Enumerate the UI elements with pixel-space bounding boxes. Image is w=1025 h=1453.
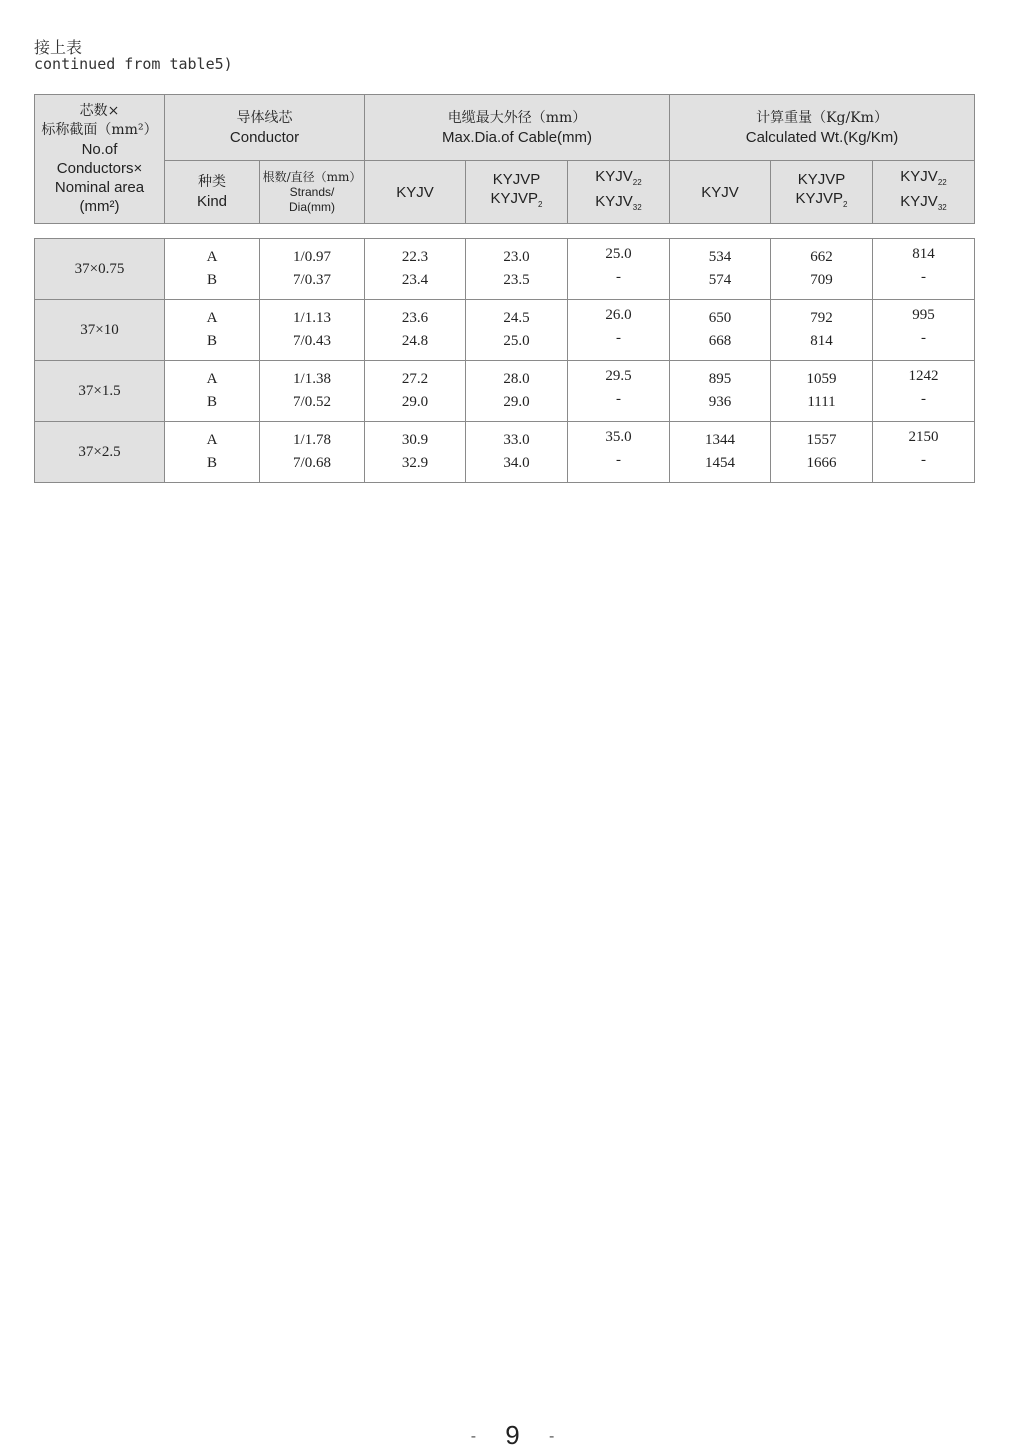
wt-kyjv22-cell: 995 - [873,300,975,361]
table-header [34,94,975,224]
page-dash-right: - [548,1428,555,1446]
wt-kyjvp-cell: 1557 1666 [771,422,873,483]
wt-kyjv-cell: 650 668 [670,300,771,361]
wt-kyjv22-cell: 814 - [873,239,975,300]
wt-kyjv-cell: 895 936 [670,361,771,422]
header-dia-kyjv: KYJV [365,161,466,224]
header-dia-kyjvp: KYJVP $KYJVP_2$ [466,161,568,224]
wt-kyjv22-cell: 1242 - [873,361,975,422]
dia-kyjvp-cell: 33.0 34.0 [466,422,568,483]
kind-cell: A B [165,300,260,361]
header-wt-kyjv: KYJV [670,161,771,224]
wt-kyjvp-cell: 792 814 [771,300,873,361]
dia-kyjv-cell: 27.2 29.0 [365,361,466,422]
page-number [0,1420,1025,1451]
strands-cell: 1/0.97 7/0.37 [260,239,365,300]
table-row [35,300,975,361]
header-kind: 种类 Kind [165,161,260,224]
header-max-dia: 电缆最大外径（mm） Max.Dia.of Cable(mm) [365,95,670,161]
header-dia-kyjv22: $KYJV_{22}$ $KYJV_{32}$ [568,161,670,224]
kind-cell: A B [165,422,260,483]
continuation-label-en: continued from table5) [34,55,233,73]
strands-cell: 1/1.78 7/0.68 [260,422,365,483]
dia-kyjv-cell: 30.9 32.9 [365,422,466,483]
continuation-label-zh: 接上表 [34,38,83,57]
strands-cell: 1/1.38 7/0.52 [260,361,365,422]
dia-kyjv22-cell: 25.0 - [568,239,670,300]
dia-kyjv22-cell: 29.5 - [568,361,670,422]
spec-cell: 37×1.5 [35,361,165,422]
kind-cell: A B [165,361,260,422]
dia-kyjv22-cell: 26.0 - [568,300,670,361]
page-dash-left: - [470,1428,477,1446]
wt-kyjv-cell: 534 574 [670,239,771,300]
dia-kyjvp-cell: 24.5 25.0 [466,300,568,361]
spec-cell: 37×10 [35,300,165,361]
wt-kyjv22-cell: 2150 - [873,422,975,483]
dia-kyjv-cell: 22.3 23.4 [365,239,466,300]
header-spec: 芯数× 标称截面（mm²） No.of Conductors× Nominal area (mm²) [35,95,165,224]
header-strands: 根数/直径（mm） Strands/ Dia(mm) [260,161,365,224]
wt-kyjv-cell: 1344 1454 [670,422,771,483]
header-weight: 计算重量（Kg/Km） Calculated Wt.(Kg/Km) [670,95,975,161]
page-number-value: 9 [505,1420,520,1450]
spec-cell: 37×2.5 [35,422,165,483]
table-body [34,238,975,483]
table-row [35,361,975,422]
header-conductor: 导体线芯 Conductor [165,95,365,161]
kind-cell: A B [165,239,260,300]
header-wt-kyjvp: KYJVP $KYJVP_2$ [771,161,873,224]
dia-kyjvp-cell: 23.0 23.5 [466,239,568,300]
table-row [35,239,975,300]
dia-kyjvp-cell: 28.0 29.0 [466,361,568,422]
wt-kyjvp-cell: 1059 1111 [771,361,873,422]
wt-kyjvp-cell: 662 709 [771,239,873,300]
table-row [35,422,975,483]
dia-kyjv-cell: 23.6 24.8 [365,300,466,361]
spec-cell: 37×0.75 [35,239,165,300]
strands-cell: 1/1.13 7/0.43 [260,300,365,361]
header-wt-kyjv22: $KYJV_{22}$ $KYJV_{32}$ [873,161,975,224]
dia-kyjv22-cell: 35.0 - [568,422,670,483]
